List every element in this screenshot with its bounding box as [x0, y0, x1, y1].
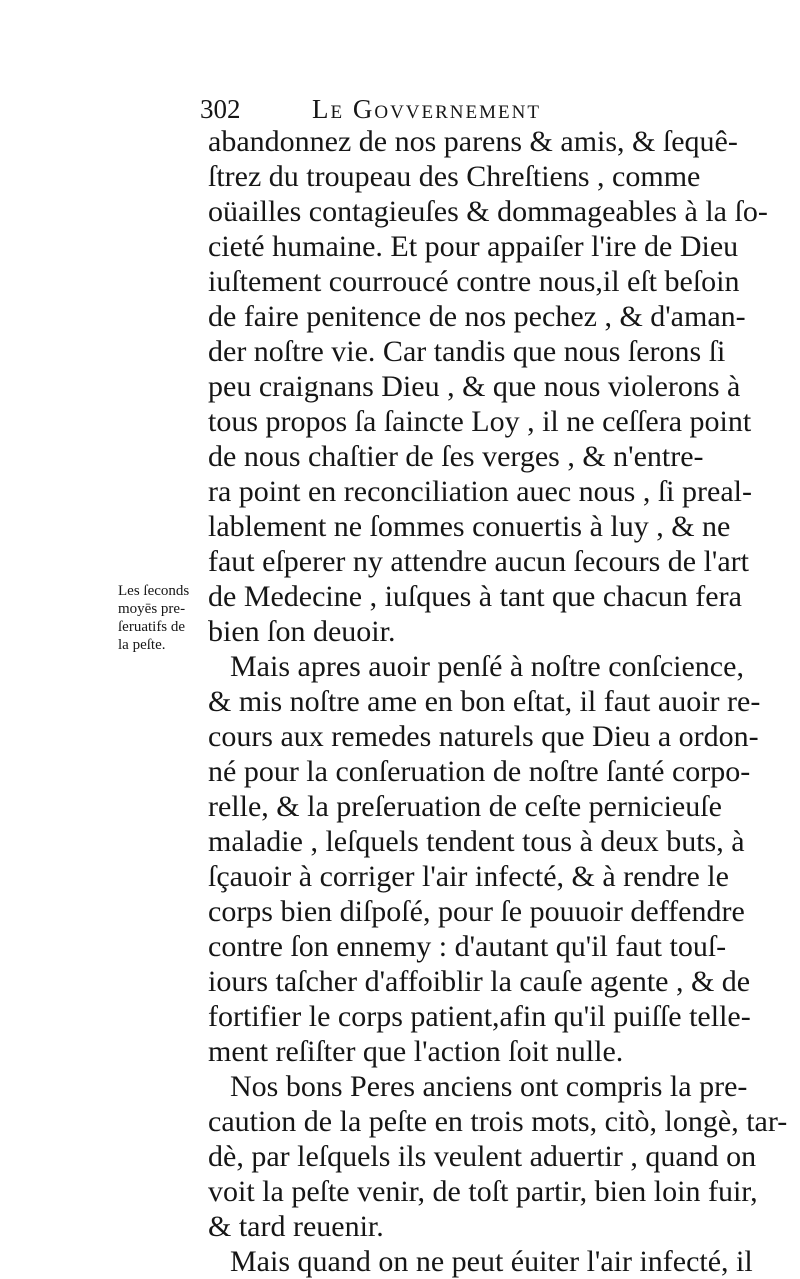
- text-line: contre ſon ennemy : d'autant qu'il faut touſ-: [208, 930, 727, 963]
- text-line: cieté humaine. Et pour appaiſer l'ire de Dieu: [208, 230, 739, 263]
- text-line: de faire penitence de nos pechez , & d'aman-: [208, 300, 746, 333]
- text-line: Nos bons Peres anciens ont compris la pre-: [230, 1070, 748, 1103]
- marginal-note-line: Les ſeconds: [118, 583, 190, 599]
- text-line: corps bien diſpoſé, pour ſe pouuoir deffendre: [208, 895, 745, 928]
- text-line: maladie , leſquels tendent tous à deux buts, à: [208, 825, 745, 858]
- text-line: dè, par leſquels ils veulent aduertir , quand on: [208, 1140, 757, 1173]
- text-line: ſçauoir à corriger l'air infecté, & à rendre le: [208, 860, 729, 893]
- page-number: 302: [200, 94, 241, 124]
- text-line: ſtrez du troupeau des Chreſtiens , comme: [208, 160, 701, 193]
- text-line: fortifier le corps patient,afin qu'il puiſſe telle-: [208, 1000, 751, 1033]
- text-line: tous propos ſa ſaincte Loy , il ne ceſſera point: [208, 405, 752, 438]
- marginal-note-line: moyēs pre-: [118, 601, 186, 617]
- text-line: bien ſon deuoir.: [208, 615, 396, 648]
- text-line: ra point en reconciliation auec nous , ſi preal-: [208, 475, 752, 508]
- text-line: cours aux remedes naturels que Dieu a ordon-: [208, 720, 759, 753]
- marginal-note-line: la peſte.: [118, 637, 166, 653]
- text-line: voit la peſte venir, de toſt partir, bien loin fuir,: [208, 1175, 758, 1208]
- text-line: né pour la conſeruation de noſtre ſanté corpo-: [208, 755, 751, 788]
- text-line: de nous chaſtier de ſes verges , & n'entre-: [208, 440, 704, 473]
- text-line: der noſtre vie. Car tandis que nous ſerons ſi: [208, 335, 726, 368]
- text-line: ment reſiſter que l'action ſoit nulle.: [208, 1035, 624, 1068]
- text-line: iuſtement courroucé contre nous,il eſt beſoin: [208, 265, 740, 298]
- text-line: & mis noſtre ame en bon eſtat, il faut auoir re-: [208, 685, 761, 718]
- running-head: [200, 94, 720, 124]
- text-line: oüailles contagieuſes & dommageables à la ſo-: [208, 195, 768, 228]
- text-line: faut eſperer ny attendre aucun ſecours de l'art: [208, 545, 749, 578]
- marginal-note: [118, 582, 228, 654]
- text-line: iours taſcher d'affoiblir la cauſe agente , & de: [208, 965, 751, 998]
- text-line: & tard reuenir.: [208, 1210, 384, 1243]
- text-line: relle, & la preſeruation de ceſte pernicieuſe: [208, 790, 722, 823]
- text-line: caution de la peſte en trois mots, citò, longè, tar-: [208, 1105, 788, 1138]
- body-text: [208, 124, 788, 1279]
- text-line: lablement ne ſommes conuertis à luy , & ne: [208, 510, 731, 543]
- marginal-note-line: ſeruatifs de: [118, 619, 186, 635]
- text-line: Mais quand on ne peut éuiter l'air infecté, il: [230, 1245, 753, 1278]
- text-line: peu craignans Dieu , & que nous violerons à: [208, 370, 741, 403]
- text-line: abandonnez de nos parens & amis, & ſequê-: [208, 125, 738, 158]
- text-line: de Medecine , iuſques à tant que chacun fera: [208, 580, 742, 613]
- text-line: Mais apres auoir penſé à noſtre conſcience,: [230, 650, 744, 683]
- running-title: Le Govvernement: [312, 94, 541, 124]
